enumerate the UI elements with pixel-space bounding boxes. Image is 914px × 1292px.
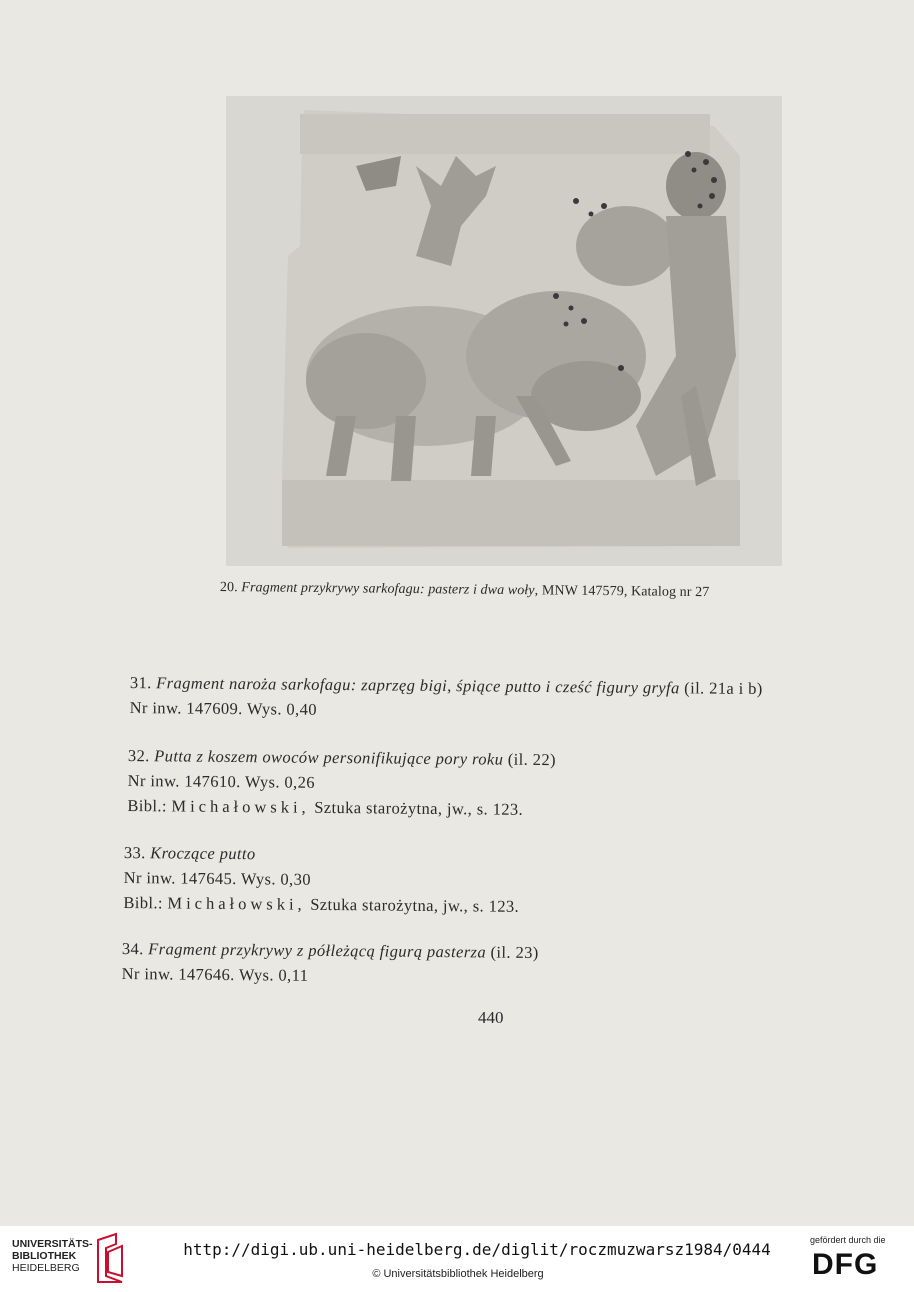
library-name-line3: HEIDELBERG <box>12 1262 80 1274</box>
entry-title: Fragment przykrywy z półleżącą figurą pasterza <box>148 939 487 962</box>
library-name-line1: UNIVERSITÄTS- <box>12 1238 93 1250</box>
entry-inventory: Nr inw. 147645. Wys. 0,30 <box>123 867 312 889</box>
entry-bibliography <box>127 793 555 822</box>
caption-title: Fragment przykrywy sarkofagu: pasterz i dwa woły <box>241 580 535 599</box>
caption-reference: , MNW 147579, Katalog nr 27 <box>534 583 710 601</box>
entry-title: Fragment naroża sarkofagu: zaprzęg bigi, śpiące putto i cześć figury gryfa <box>156 673 680 698</box>
bibl-author: Michałowski, <box>167 893 306 914</box>
bibl-author: Michałowski, <box>171 796 310 817</box>
entry-ref: (il. 21a i b) <box>679 678 763 699</box>
catalog-entry-34 <box>122 936 539 990</box>
page-number: 440 <box>478 1008 504 1027</box>
entry-number: 31. <box>129 672 157 693</box>
entry-ref: (il. 22) <box>503 749 557 770</box>
entry-title: Kroczące putto <box>150 843 256 864</box>
entry-inventory: Nr inw. 147646. Wys. 0,11 <box>121 963 309 985</box>
entry-title: Putta z koszem owoców personifikujące pory roku <box>154 746 504 769</box>
permalink-url[interactable]: http://digi.ub.uni-heidelberg.de/diglit/roczmuzwarsz1984/0444 <box>183 1240 771 1259</box>
library-name-line2: BIBLIOTHEK <box>12 1250 77 1262</box>
bibl-source: Sztuka starożytna, jw., s. 123. <box>305 894 520 916</box>
digitization-footer <box>0 1226 914 1292</box>
copyright-notice: © Universitätsbibliothek Heidelberg <box>372 1268 544 1280</box>
entry-inventory: Nr inw. 147610. Wys. 0,26 <box>127 770 316 792</box>
bibl-label: Bibl.: <box>123 892 168 913</box>
funding-label: gefördert durch die <box>810 1235 886 1245</box>
bibl-label: Bibl.: <box>127 795 172 816</box>
catalog-entry-33 <box>123 840 519 919</box>
sarcophagus-relief-photo <box>226 96 782 566</box>
entry-bibliography <box>123 890 519 919</box>
entry-number: 33. <box>123 842 151 863</box>
figure-caption <box>220 580 820 602</box>
entry-ref: (il. 23) <box>485 942 539 963</box>
dfg-logo[interactable]: DFG <box>812 1248 879 1281</box>
catalog-entry-31 <box>130 670 763 726</box>
entry-number: 34. <box>121 938 149 959</box>
entry-heading <box>124 840 520 869</box>
entry-number: 32. <box>127 745 155 766</box>
caption-number: 20. <box>219 580 242 596</box>
catalog-entry-32 <box>127 743 556 822</box>
bibl-source: Sztuka starożytna, jw., s. 123. <box>309 797 524 819</box>
entry-inventory: Nr inw. 147609. Wys. 0,40 <box>129 697 318 719</box>
